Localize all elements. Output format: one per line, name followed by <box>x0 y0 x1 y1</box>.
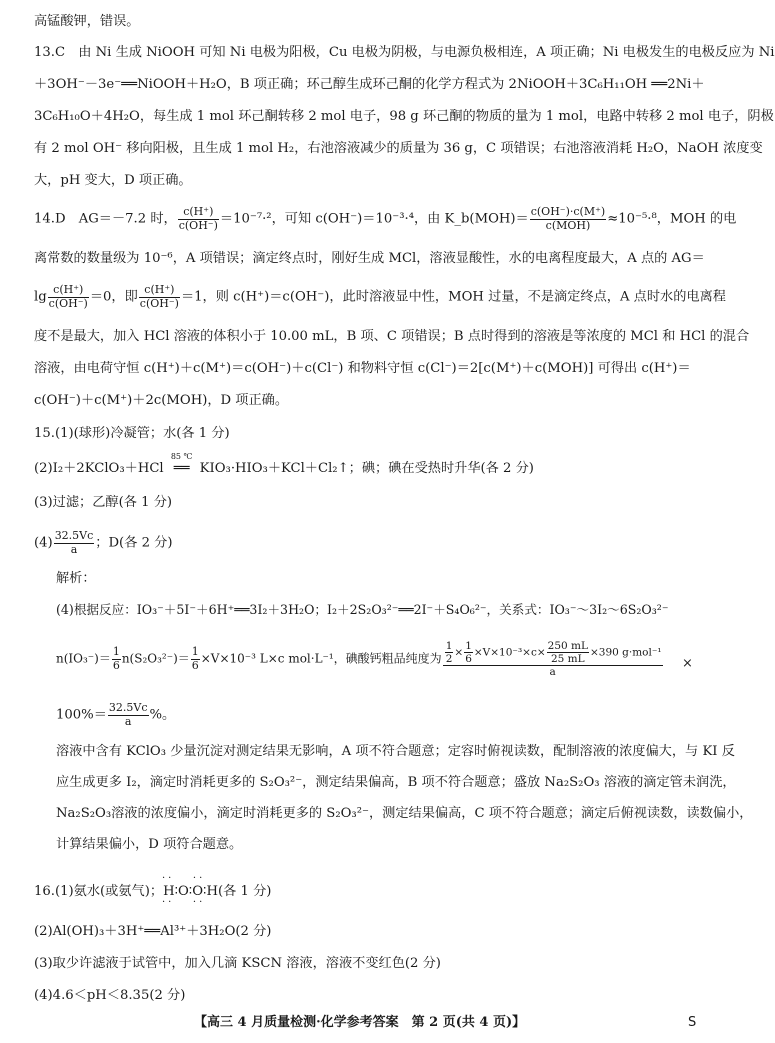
text-line: 应生成更多 I₂，滴定时消耗更多的 S₂O₃²⁻，测定结果偏高，B 项不符合题意；盛放 Na₂S₂O₃ 溶液的滴定管未润洗， <box>56 775 736 790</box>
denominator: c(OH⁻) <box>139 296 179 310</box>
fraction <box>191 646 200 672</box>
text-line <box>34 530 173 556</box>
text-span: KIO₃·HIO₃＋KCl＋Cl₂↑；碘；碘在受热时升华(各 2 分) <box>199 461 534 476</box>
text-line: 15.(1)(球形)冷凝管；水(各 1 分) <box>34 426 230 441</box>
electron-dots: ·· ·· <box>162 897 206 908</box>
text-line: 度不是最大，加入 HCl 溶液的体积小于 10.00 mL，B 项、C 项错误；B 点时得到的溶液是等浓度的 MCl 和 HCl 的混合 <box>34 329 750 344</box>
text-line: (3)取少许滤液于试管中，加入几滴 KSCN 溶液，溶液不变红色(2 分) <box>34 956 441 971</box>
formula-line <box>56 640 664 678</box>
text-line: (4)根据反应：IO₃⁻＋5I⁻＋6H⁺══3I₂＋3H₂O；I₂＋2S₂O₃²⁻══2I⁻＋S₄O₆²⁻，关系式：IO₃⁻～3I₂～6S₂O₃²⁻ <box>56 602 669 617</box>
text-span: ≈10⁻⁵·⁸，MOH 的电 <box>607 211 737 227</box>
text-line: 计算结果偏小，D 项符合题意。 <box>56 837 243 852</box>
denominator: 2 <box>445 653 453 666</box>
numerator: c(OH⁻)·c(M⁺) <box>530 205 606 218</box>
denominator: 6 <box>191 658 199 672</box>
fraction <box>48 284 89 310</box>
denominator: c(MOH) <box>545 218 591 232</box>
fraction <box>112 646 121 672</box>
fraction <box>139 284 180 310</box>
text-span: (4) <box>34 535 53 551</box>
numerator: 1 <box>465 640 472 652</box>
text-line: 有 2 mol OH⁻ 移向阳极，且生成 1 mol H₂，右池溶液减少的质量为 36 g，C 项错误；右池溶液消耗 H₂O，NaOH 浓度变 <box>34 141 763 156</box>
reaction-arrow: 85 ℃ ══ <box>164 462 200 475</box>
fraction <box>108 702 149 728</box>
numerator: 1 <box>445 640 453 652</box>
numerator: 32.5Vc <box>108 701 148 714</box>
text-line: Na₂S₂O₃溶液的浓度偏小，滴定时消耗更多的 S₂O₃²⁻，测定结果偏高，C 项不符合题意；滴定后俯视读数，读数偏小， <box>56 806 753 821</box>
analysis-label: 解析： <box>56 571 96 586</box>
purity-fraction <box>443 640 663 678</box>
reaction-condition: 85 ℃ <box>170 452 193 461</box>
numerator: c(H⁺) <box>48 284 89 298</box>
denominator: 6 <box>112 658 120 672</box>
text-line <box>34 206 736 232</box>
text-span: 100%＝ <box>56 707 107 723</box>
denominator: a <box>549 666 556 679</box>
text-span: lg <box>34 289 47 305</box>
numerator: $\frac{1}{2}$ × $\frac{1}{6}$ ×V×10⁻³×c× $\frac{250 mL}{25 mL}$ ×390 g·mol⁻¹ <box>443 640 663 666</box>
numerator: 32.5Vc <box>54 529 94 542</box>
fraction <box>178 206 219 232</box>
text-span: ＝10⁻⁷·²，可知 c(OH⁻)＝10⁻³·⁴，由 K_b(MOH)＝ <box>219 211 529 227</box>
text-line: (3)过滤；乙醇(各 1 分) <box>34 495 173 510</box>
text-line <box>34 284 726 310</box>
numerator: c(H⁺) <box>178 206 219 220</box>
text-line: 13.C 由 Ni 生成 NiOOH 可知 Ni 电极为阳极，Cu 电极为阴极，与电源负极相连，A 项正确；Ni 电极发生的电极反应为 Ni <box>34 45 775 60</box>
text-line: 大，pH 变大，D 项正确。 <box>34 173 192 188</box>
numerator: 1 <box>191 644 199 658</box>
text-line: 高锰酸钾，错误。 <box>34 14 140 29</box>
text-span: (2)I₂＋2KClO₃＋HCl <box>34 461 164 476</box>
text-span: ×390 g·mol⁻¹ <box>589 646 662 659</box>
text-span: %。 <box>149 707 176 723</box>
denominator: a <box>124 714 132 728</box>
denominator: c(OH⁻) <box>48 296 88 310</box>
fraction <box>530 206 606 232</box>
text-line: 离常数的数量级为 10⁻⁶，A 项错误；滴定终点时，刚好生成 MCl，溶液显酸性，水的电离程度最大，A 点的 AG＝ <box>34 251 705 266</box>
text-line: ＋3OH⁻－3e⁻══NiOOH＋H₂O，B 项正确；环己醇生成环己酮的化学方程式为 2NiOOH＋3C₆H₁₁OH ══2Ni＋ <box>34 77 705 92</box>
numerator: 250 mL <box>547 640 588 652</box>
denominator: a <box>70 542 78 556</box>
text-span: ×V×10⁻³ L×c mol·L⁻¹，碘酸钙粗品纯度为 <box>200 651 442 666</box>
denominator: 6 <box>465 653 472 666</box>
text-line: 溶液，由电荷守恒 c(H⁺)＋c(M⁺)＝c(OH⁻)＋c(Cl⁻) 和物料守恒 c(Cl⁻)＝2[c(M⁺)＋c(MOH)] 可得出 c(H⁺)＝ <box>34 361 691 376</box>
text-span: ×V×10⁻³×c× <box>473 646 546 659</box>
fraction <box>464 640 473 665</box>
fraction <box>445 640 454 665</box>
text-span: n(IO₃⁻)＝ <box>56 651 111 666</box>
numerator: 1 <box>112 644 120 658</box>
denominator: c(OH⁻) <box>178 218 218 232</box>
fraction <box>547 640 589 665</box>
text-line: 16.(1)氨水(或氨气)；H∶O∶O∶H(各 1 分) <box>34 884 272 899</box>
footer-code: S <box>688 1015 697 1030</box>
text-span: 14.D AG＝－7.2 时， <box>34 211 177 227</box>
electron-dots: ·· ·· <box>162 873 206 884</box>
text-line: 溶液中含有 KClO₃ 少量沉淀对测定结果无影响，A 项不符合题意；定容时俯视读数，配制溶液的浓度偏大，与 KI 反 <box>56 744 735 759</box>
footer-title: 【高三 4 月质量检测·化学参考答案 第 2 页(共 4 页)】 <box>194 1015 526 1030</box>
text-span: × <box>682 656 693 671</box>
denominator: 25 mL <box>550 653 585 666</box>
text-span: ＝1，则 c(H⁺)＝c(OH⁻)，此时溶液显中性，MOH 过量，不是滴定终点，A 点时水的电离程 <box>180 289 726 305</box>
fraction <box>54 530 95 556</box>
text-line: c(OH⁻)＋c(M⁺)＋2c(MOH)，D 项正确。 <box>34 393 289 408</box>
text-span: ；D(各 2 分) <box>95 535 173 551</box>
text-line: (2)Al(OH)₃＋3H⁺══Al³⁺＋3H₂O(2 分) <box>34 924 272 939</box>
text-line: (4)4.6＜pH＜8.35(2 分) <box>34 988 186 1003</box>
numerator: c(H⁺) <box>139 284 180 298</box>
text-span: n(S₂O₃²⁻)＝ <box>121 651 190 666</box>
text-line: 3C₆H₁₀O＋4H₂O，每生成 1 mol 环己酮转移 2 mol 电子，98 g 环己酮的物质的量为 1 mol，电路中转移 2 mol 电子，阴极 <box>34 109 774 124</box>
formula-line <box>56 702 175 728</box>
text-span: ＝0，即 <box>89 289 138 305</box>
text-line <box>34 452 534 476</box>
